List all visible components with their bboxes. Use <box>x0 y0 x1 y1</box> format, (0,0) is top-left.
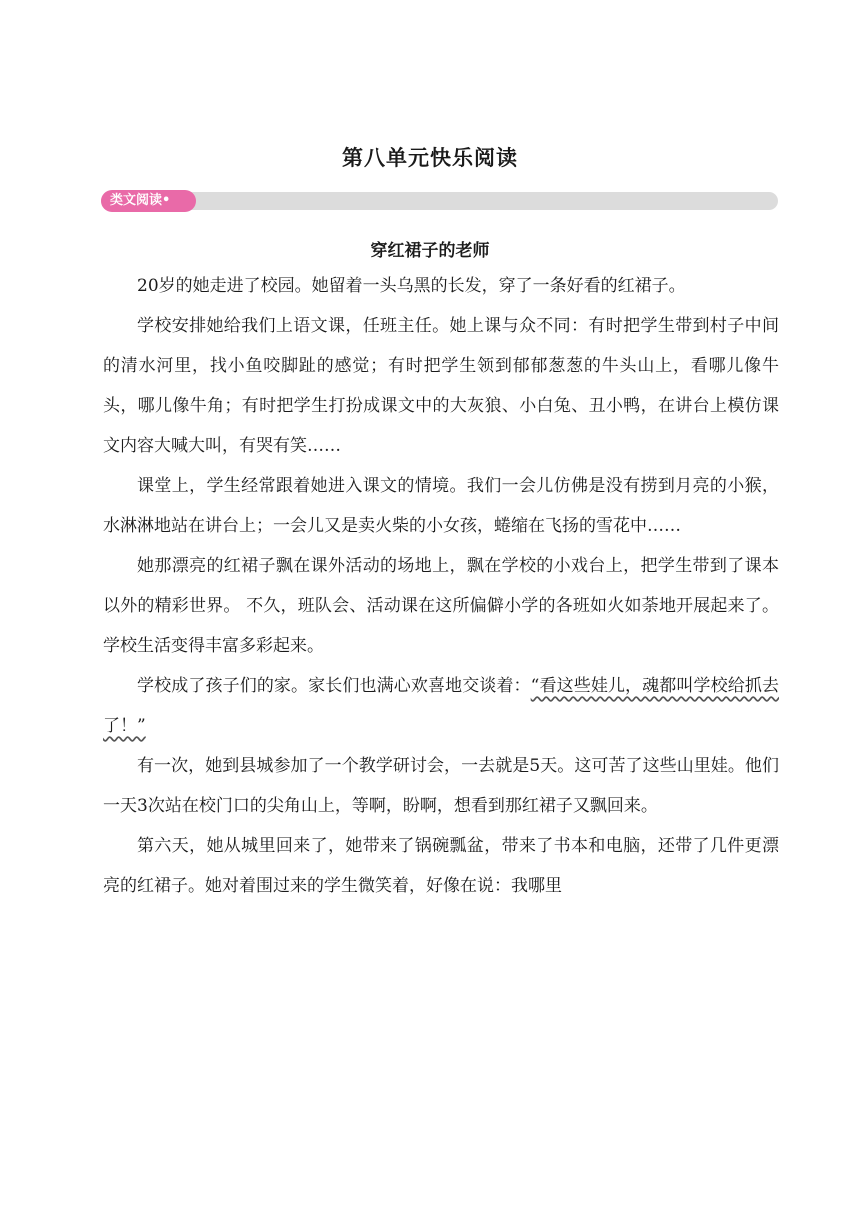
paragraph-5 <box>103 666 779 746</box>
wavy-underlined-quote: “看这些娃儿，魂都叫学校给抓去了！” <box>103 676 779 736</box>
paragraph-4: 她那漂亮的红裙子飘在课外活动的场地上，飘在学校的小戏台上，把学生带到了课本以外的精彩世界。 不久，班队会、活动课在这所偏僻小学的各班如火如荼地开展起来了。学校生活变得丰富多彩起来。 <box>103 556 779 656</box>
paragraph-6: 有一次，她到县城参加了一个教学研讨会，一去就是5天。这可苦了这些山里娃。他们一天3次站在校门口的尖角山上，等啊，盼啊，想看到那红裙子又飘回来。 <box>103 756 779 816</box>
paragraph-7: 第六天，她从城里回来了，她带来了锅碗瓢盆，带来了书本和电脑，还带了几件更漂亮的红裙子。她对着围过来的学生微笑着，好像在说：我哪里 <box>103 836 779 896</box>
paragraph-2: 学校安排她给我们上语文课，任班主任。她上课与众不同：有时把学生带到村子中间的清水河里，找小鱼咬脚趾的感觉；有时把学生领到郁郁葱葱的牛头山上，看哪儿像牛头，哪儿像牛角；有时把学生打扮成课文中的大灰狼、小白兔、丑小鸭，在讲台上模仿课文内容大喊大叫，有哭有笑…… <box>103 316 779 456</box>
article-title: 穿红裙子的老师 <box>370 241 490 261</box>
section-divider-bar <box>101 192 778 210</box>
section-tag: 类文阅读• <box>101 190 196 212</box>
article-body <box>103 266 779 906</box>
paragraph-3: 课堂上，学生经常跟着她进入课文的情境。我们一会儿仿佛是没有捞到月亮的小猴，水淋淋地站在讲台上；一会儿又是卖火柴的小女孩，蜷缩在飞扬的雪花中…… <box>103 476 779 536</box>
paragraph-1: 20岁的她走进了校园。她留着一头乌黑的长发，穿了一条好看的红裙子。 <box>137 276 686 296</box>
paragraph-5-text: 学校成了孩子们的家。家长们也满心欢喜地交谈着： <box>137 676 531 696</box>
page-title: 第八单元快乐阅读 <box>342 146 518 170</box>
